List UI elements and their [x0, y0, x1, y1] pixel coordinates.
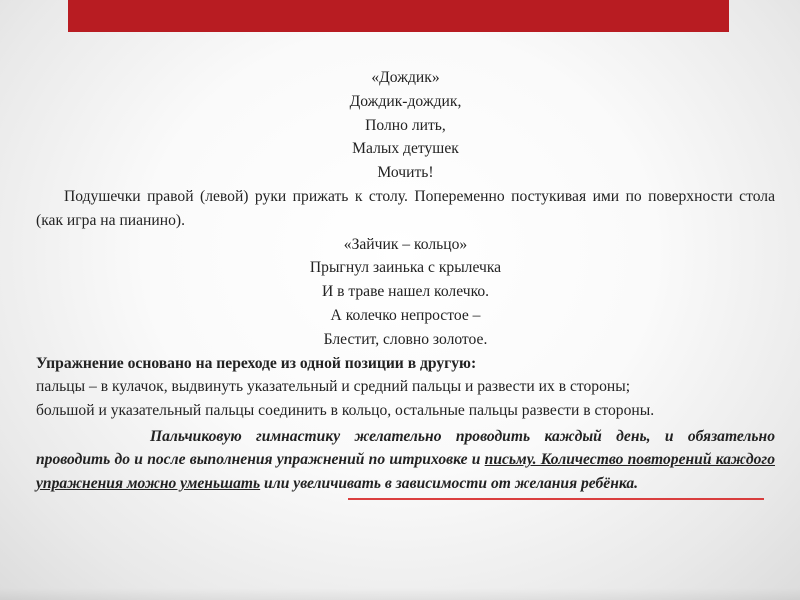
slide-bottom-shadow — [0, 588, 800, 600]
poem1-line: Дождик-дождик, — [349, 92, 462, 110]
exercise-step: пальцы – в кулачок, выдвинуть указательный и средний пальцы и развести их в стороны; — [36, 378, 631, 396]
red-underline-mark — [348, 498, 764, 500]
slide-content — [36, 66, 775, 495]
instruction-paragraph: Подушечки правой (левой) руки прижать к столу. Попеременно постукивая ими по поверхности стола (как игра на пианино). — [36, 187, 775, 229]
exercise-step: большой и указательный пальцы соединить в кольцо, остальные пальцы развести в стороны. — [36, 402, 655, 420]
poem1-line: Малых детушек — [352, 140, 459, 158]
poem1-line: Мочить! — [377, 164, 434, 182]
final-note-part1: Пальчиковую гимнастику желательно проводить каждый день, и обязательно проводить до и после выполнения упражнений по штриховке и — [36, 427, 775, 469]
final-note-underlined: письму. Количество повторений каждого упражнения можно уменьшать — [36, 451, 775, 492]
poem2-line: Блестит, словно золотое. — [323, 330, 488, 348]
poem2-title: «Зайчик – кольцо» — [343, 235, 468, 253]
poem1-line: Полно лить, — [365, 116, 446, 134]
poem2-line: А колечко непростое – — [330, 306, 481, 324]
poem2-line: Прыгнул заинька с крылечка — [309, 259, 502, 277]
final-note — [36, 425, 775, 496]
poem1-title: «Дождик» — [371, 69, 440, 86]
exercise-heading: Упражнение основано на переходе из одной позиции в другую: — [36, 354, 477, 372]
title-bar — [68, 0, 729, 32]
poem2-line: И в траве нашел колечко. — [321, 283, 490, 301]
final-note-part3: или увеличивать в зависимости от желания ребёнка. — [260, 474, 639, 492]
